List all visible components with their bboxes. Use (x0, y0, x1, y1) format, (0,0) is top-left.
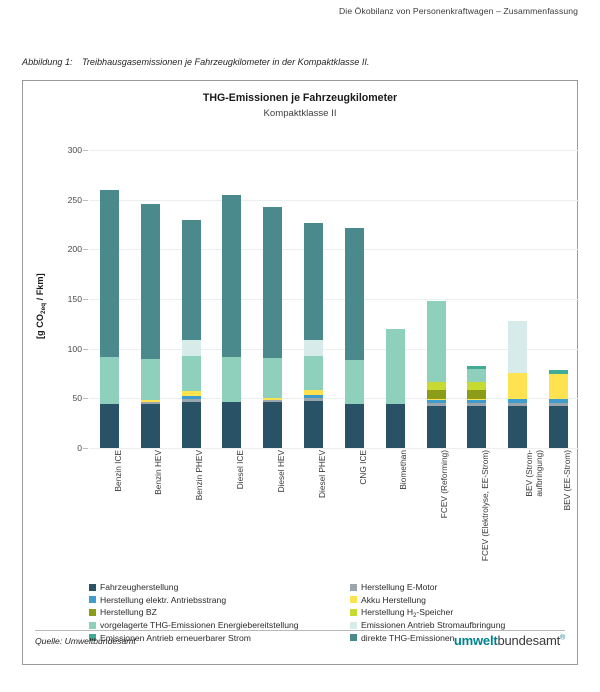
bar-group[interactable] (182, 150, 201, 448)
legend-item[interactable] (89, 594, 299, 607)
bar-group[interactable] (427, 150, 446, 448)
x-axis-label (113, 450, 123, 562)
chart-title: THG-Emissionen je Fahrzeugkilometer (202, 92, 398, 104)
y-tick-mark (83, 398, 88, 399)
bar-segment[interactable] (304, 401, 323, 448)
x-axis-labels (89, 450, 579, 568)
x-axis-label-line: Diesel PHEV (316, 450, 327, 498)
y-tick-mark (83, 249, 88, 250)
x-axis-label (398, 450, 408, 562)
y-axis-title: [g $CO_{2eq} / Fkm$] (35, 273, 47, 339)
x-axis-label-line: Diesel ICE (235, 450, 246, 490)
y-tick-label: 250 (67, 194, 82, 205)
x-axis-label (276, 450, 286, 562)
stacked-bar[interactable] (141, 204, 160, 448)
legend-item[interactable] (350, 594, 505, 607)
x-axis-label-line: Biomethan (398, 450, 409, 490)
y-tick-label: 300 (67, 145, 82, 155)
legend-color-swatch (350, 584, 357, 591)
bar-segment[interactable] (427, 301, 446, 382)
stacked-bar[interactable] (386, 329, 405, 448)
stacked-bar[interactable] (508, 321, 527, 448)
legend-color-swatch (89, 596, 96, 603)
bar-segment[interactable] (100, 357, 119, 405)
bar-group[interactable] (141, 150, 160, 448)
running-header: Die Ökobilanz von Personenkraftwagen – Zusammenfassung (339, 6, 578, 16)
bar-segment[interactable] (427, 406, 446, 448)
x-axis-label-line: Benzin PHEV (194, 450, 205, 501)
bar-segment[interactable] (304, 398, 323, 401)
bar-segment[interactable] (263, 398, 282, 400)
y-tick-mark (83, 299, 88, 300)
plot-area (67, 145, 579, 453)
bar-segment[interactable] (508, 406, 527, 448)
stacked-bar[interactable] (549, 370, 568, 448)
x-axis-label-line: CNG ICE (357, 450, 368, 485)
umweltbundesamt-logo (454, 633, 565, 648)
legend-item-label: Emissionen Antrieb erneuerbarer Strom (100, 632, 251, 643)
bar-segment[interactable] (467, 403, 486, 406)
legend-item-label: Herstellung BZ (100, 607, 157, 618)
bar-segment[interactable] (182, 391, 201, 396)
bar-segment[interactable] (427, 403, 446, 406)
y-tick-label: 0 (77, 443, 82, 453)
x-axis-label-line: BEV (Strom- (523, 450, 534, 497)
bar-segment[interactable] (100, 404, 119, 448)
logo-registered-mark: ® (560, 634, 565, 642)
bar-segment[interactable] (467, 399, 486, 400)
bar-segment[interactable] (345, 360, 364, 405)
bar-segment[interactable] (182, 396, 201, 399)
x-axis-label-line: Benzin ICE (112, 450, 123, 492)
legend-color-swatch (89, 609, 96, 616)
bar-segment[interactable] (100, 190, 119, 357)
stacked-bar[interactable] (345, 228, 364, 448)
bar-group[interactable] (222, 150, 241, 448)
bar-segment[interactable] (222, 357, 241, 403)
legend-item-label: Herstellung elektr. Antriebsstrang (100, 594, 227, 605)
legend-item-label: Herstellung $H_2$-Speicher (361, 607, 454, 619)
bar-segment[interactable] (549, 406, 568, 448)
x-axis-label-line: FCEV (Elektrolyse, EE-Strom) (480, 450, 491, 562)
bar-group[interactable] (345, 150, 364, 448)
chart-subtitle: Kompaktklasse II (263, 108, 337, 119)
stacked-bar[interactable] (263, 207, 282, 448)
legend-item-label: Emissionen Antrieb Stromaufbringung (361, 620, 506, 631)
bar-segment[interactable] (182, 340, 201, 356)
legend-color-swatch (350, 596, 357, 603)
bar-segment[interactable] (345, 228, 364, 359)
x-axis-label (524, 450, 544, 562)
bar-segment[interactable] (141, 402, 160, 404)
bar-group[interactable] (304, 150, 323, 448)
y-tick-mark (83, 200, 88, 201)
stacked-bar[interactable] (222, 195, 241, 448)
legend-color-swatch (89, 622, 96, 629)
x-axis-label (439, 450, 449, 562)
stacked-bar[interactable] (100, 190, 119, 448)
stacked-bar[interactable] (304, 223, 323, 448)
bar-segment[interactable] (467, 406, 486, 448)
bar-segment[interactable] (508, 403, 527, 406)
bar-segment[interactable] (182, 220, 201, 340)
legend-item-label: Fahrzeugherstellung (100, 582, 179, 593)
legend-color-swatch (350, 622, 357, 629)
bar-segment[interactable] (386, 404, 405, 448)
bar-segment[interactable] (427, 399, 446, 400)
bar-segment[interactable] (304, 223, 323, 340)
bar-segment[interactable] (386, 329, 405, 404)
legend-item[interactable] (350, 606, 505, 619)
bar-group[interactable] (467, 150, 486, 448)
bar-group[interactable] (263, 150, 282, 448)
bar-segment[interactable] (182, 402, 201, 448)
legend-item[interactable] (89, 606, 299, 619)
bar-segment[interactable] (467, 400, 486, 403)
legend-item-label: Akku Herstellung (361, 594, 426, 605)
bar-segment[interactable] (467, 390, 486, 399)
x-axis-label (153, 450, 163, 562)
x-axis-label (317, 450, 327, 562)
chart-container (22, 80, 578, 665)
bar-group[interactable] (100, 150, 119, 448)
bar-segment[interactable] (182, 399, 201, 402)
gridline (89, 448, 579, 449)
bar-segment[interactable] (263, 402, 282, 448)
x-axis-label-line: FCEV (Reforming) (439, 450, 450, 519)
stacked-bar[interactable] (182, 220, 201, 448)
legend-item[interactable] (89, 581, 299, 594)
x-axis-label-line: Diesel HEV (275, 450, 286, 493)
stacked-bar[interactable] (467, 366, 486, 448)
y-tick-label: 200 (67, 244, 82, 255)
bar-group[interactable] (549, 150, 568, 448)
bar-segment[interactable] (549, 403, 568, 406)
bar-group[interactable] (386, 150, 405, 448)
bar-segment[interactable] (467, 382, 486, 390)
bar-series-container (89, 150, 579, 448)
bar-segment[interactable] (141, 404, 160, 448)
y-tick-label: 50 (72, 393, 82, 404)
bar-group[interactable] (508, 150, 527, 448)
bar-segment[interactable] (467, 366, 486, 369)
figure-caption (22, 57, 578, 67)
bar-segment[interactable] (549, 374, 568, 400)
bar-segment[interactable] (508, 321, 527, 373)
bar-segment[interactable] (263, 207, 282, 358)
bar-segment[interactable] (222, 402, 241, 448)
y-tick-mark (83, 349, 88, 350)
legend-item-label: vorgelagerte THG-Emissionen Energiebereitstellung (100, 620, 299, 631)
legend-color-swatch (350, 609, 357, 616)
stacked-bar[interactable] (427, 301, 446, 448)
chart-footer (35, 630, 565, 655)
bar-segment[interactable] (182, 356, 201, 392)
x-axis-label-line: BEV (EE-Strom) (561, 450, 572, 511)
x-axis-label (480, 450, 490, 562)
logo-part-1: umwelt (453, 633, 498, 648)
y-tick-label: 100 (67, 343, 82, 354)
bar-segment[interactable] (427, 400, 446, 403)
bar-segment[interactable] (549, 370, 568, 374)
legend-item[interactable] (350, 581, 505, 594)
bar-segment[interactable] (549, 399, 568, 403)
y-tick-mark (83, 150, 88, 151)
legend-color-swatch (89, 584, 96, 591)
bar-segment[interactable] (508, 399, 527, 403)
bar-segment[interactable] (467, 369, 486, 383)
source-note: Quelle: Umweltbundesamt (35, 636, 136, 646)
bar-segment[interactable] (345, 404, 364, 448)
bar-segment[interactable] (263, 358, 282, 399)
figure-caption-text: Treibhausgasemissionen je Fahrzeugkilometer in der Kompaktklasse II. (82, 57, 370, 67)
figure-number: Abbildung 1: (22, 57, 73, 67)
bar-segment[interactable] (263, 400, 282, 402)
bar-segment[interactable] (141, 359, 160, 401)
bar-segment[interactable] (427, 382, 446, 390)
bar-segment[interactable] (222, 195, 241, 357)
bar-segment[interactable] (141, 400, 160, 402)
bar-segment[interactable] (141, 204, 160, 359)
y-tick-mark (83, 448, 88, 449)
legend-item-label: Herstellung E-Motor (361, 582, 438, 593)
x-axis-label (562, 450, 572, 562)
bar-segment[interactable] (304, 356, 323, 391)
bar-segment[interactable] (304, 395, 323, 398)
x-axis-label (235, 450, 245, 562)
bar-segment[interactable] (304, 390, 323, 395)
x-axis-label (194, 450, 204, 562)
bar-segment[interactable] (304, 340, 323, 356)
y-tick-label: 150 (67, 294, 82, 304)
bar-segment[interactable] (508, 373, 527, 400)
bar-segment[interactable] (427, 390, 446, 399)
logo-part-2: bundesamt (497, 633, 561, 648)
legend-item-label: direkte THG-Emissionen (361, 632, 455, 643)
x-axis-label-line: Benzin HEV (153, 450, 164, 495)
x-axis-label-line: aufbringung) (533, 450, 544, 497)
x-axis-label (358, 450, 368, 562)
